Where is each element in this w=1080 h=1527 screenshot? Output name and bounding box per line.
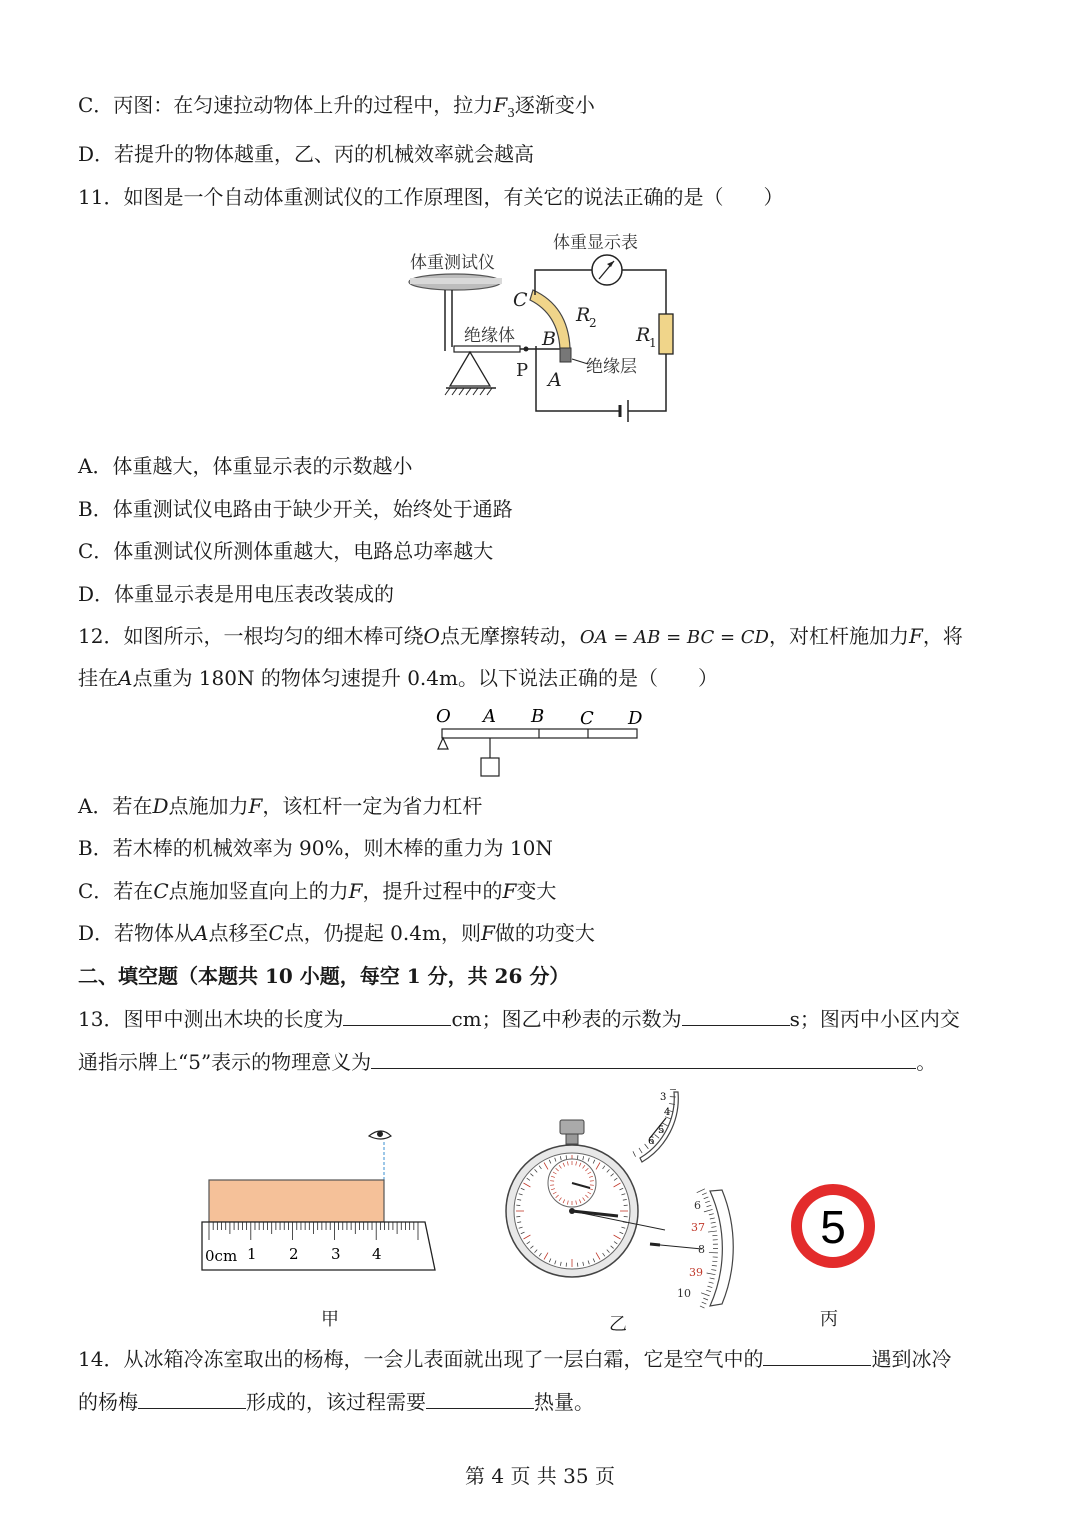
ground-hatch: [445, 388, 492, 395]
stopwatch-stem: [566, 1134, 578, 1144]
zoom-s10: 10: [677, 1287, 691, 1300]
ruler-label-1: 1: [247, 1245, 257, 1263]
sign-number: 5: [820, 1201, 846, 1253]
q13-stopwatch-figure: [500, 1088, 750, 1313]
q12-a-3: ，该杠杆一定为省力杠杆: [262, 794, 483, 818]
label-r2-sub: 2: [589, 316, 597, 330]
q13-blank-meaning[interactable]: [371, 1046, 916, 1069]
zoom-arc2-tick: [707, 1205, 712, 1207]
q13-ruler-figure: [195, 1118, 445, 1278]
q12-s1: 12．如图所示，一根均匀的细木棒可绕: [78, 624, 424, 648]
zoom-arc2-tick: [700, 1306, 705, 1308]
joint-dot: [524, 347, 529, 352]
q12-option-a: [78, 791, 482, 821]
eye-pupil: [377, 1131, 383, 1137]
zoom-m5: 5: [658, 1125, 665, 1136]
q12-d-v1: A: [194, 921, 209, 945]
lever-label-b: B: [531, 706, 545, 727]
q10-option-c-text: C．丙图：在匀速拉动物体上升的过程中，拉力: [78, 93, 494, 117]
label-tester: 体重测试仪: [410, 253, 495, 273]
zoom-arc2-tick: [705, 1201, 710, 1203]
seconds-pointer-2-head: [650, 1244, 660, 1245]
q11-option-a: A．体重越大，体重显示表的示数越小: [78, 454, 413, 478]
q13-line1: [78, 1003, 960, 1034]
q12-d-v3: F: [480, 921, 495, 945]
q12-d-4: 做的功变大: [494, 921, 595, 945]
q12-a-2: 点施加力: [168, 794, 249, 818]
q11-option-c: C．体重测试仪所测体重越大，电路总功率越大: [78, 539, 494, 563]
insulating-layer: [560, 348, 571, 362]
q11-option-b: B．体重测试仪电路由于缺少开关，始终处于通路: [78, 497, 513, 521]
zoom-arc2-tick: [697, 1189, 705, 1193]
q14-text-a: 14．从冰箱冷冻室取出的杨梅，一会儿表面就出现了一层白霜，它是空气中的: [78, 1347, 764, 1371]
q12-s1b: 点无摩擦转动，: [439, 624, 580, 648]
caption-bing: 丙: [820, 1309, 838, 1330]
zoom-arc2-tick: [712, 1265, 717, 1266]
q12-s2b: 点重为 180N 的物体匀速提升 0.4m。以下说法正确的是（ ）: [132, 666, 718, 690]
ruler-label-3: 3: [331, 1245, 341, 1263]
q12-var-a: A: [118, 666, 133, 690]
q12-var-o: O: [423, 624, 440, 648]
q12-lever-figure: [430, 703, 650, 781]
q13-line2: [78, 1046, 936, 1077]
label-insulating-layer: 绝缘层: [586, 357, 637, 377]
wood-block: [209, 1180, 384, 1222]
tray-body: [410, 278, 502, 284]
lever-label-o: O: [436, 706, 451, 727]
zoom-arc2-tick: [703, 1298, 708, 1300]
lever-pivot: [438, 738, 448, 749]
q12-a-v2: F: [248, 794, 263, 818]
q14-line2: [78, 1386, 594, 1417]
q14-text-e: 热量。: [534, 1390, 594, 1414]
ruler-label-0: 0cm: [205, 1247, 238, 1265]
q10-option-d: D．若提升的物体越重，乙、丙的机械效率就会越高: [78, 142, 535, 166]
q12-stem-line1: [78, 621, 963, 653]
q13-text-a: 13．图甲中测出木块的长度为: [78, 1007, 344, 1031]
label-display: 体重显示表: [553, 233, 638, 253]
q12-stem-line2: [78, 663, 718, 693]
seconds-zoom-arc: [710, 1190, 733, 1306]
q12-d-v2: C: [268, 921, 284, 945]
q12-c-3: ，提升过程中的: [362, 879, 503, 903]
zoom-arc2-tick: [711, 1270, 716, 1271]
q10-option-c-var: F: [493, 93, 508, 117]
q12-c-2: 点施加竖直向上的力: [168, 879, 349, 903]
q14-blank-3[interactable]: [426, 1386, 534, 1409]
label-p: P: [516, 360, 529, 381]
caption-yi: 乙: [609, 1314, 627, 1335]
zoom-arc2-tick: [709, 1214, 714, 1215]
q12-equation: OA = AB = BC = CD: [579, 627, 769, 648]
stopwatch-center: [569, 1208, 575, 1214]
zoom-arc2-tick: [706, 1290, 711, 1292]
zoom-s6: 6: [694, 1199, 701, 1212]
q14-text-b: 遇到冰冷: [871, 1347, 952, 1371]
q10-option-c: [78, 90, 595, 128]
ruler-label-2: 2: [289, 1245, 299, 1263]
zoom-m4: 4: [664, 1107, 671, 1118]
q12-d-2: 点移至: [208, 921, 269, 945]
q11-option-d: D．体重显示表是用电压表改装成的: [78, 582, 395, 606]
q12-c-v1: C: [153, 879, 169, 903]
q12-c-1: C．若在: [78, 879, 154, 903]
q13-text-b: cm；图乙中秒表的示数为: [451, 1007, 682, 1031]
lever-label-c: C: [580, 708, 594, 729]
zoom-arc2-tick: [704, 1197, 709, 1199]
q10-option-c-suffix: 逐渐变小: [514, 93, 595, 117]
q12-var-f: F: [908, 624, 923, 648]
label-r2: R: [576, 304, 591, 326]
zoom-arc2-tick: [711, 1222, 716, 1223]
q12-c-v2: F: [348, 879, 363, 903]
caption-jia: 甲: [321, 1309, 339, 1330]
q12-s2a: 挂在: [78, 666, 118, 690]
q12-c-4: 变大: [516, 879, 557, 903]
zoom-arc2-tick: [710, 1218, 715, 1219]
zoom-arc2-tick: [709, 1282, 714, 1283]
label-a: A: [548, 369, 562, 391]
q12-c-v3: F: [502, 879, 517, 903]
q13-text-e: 。: [916, 1050, 937, 1074]
zoom-arc2-tick: [708, 1231, 717, 1232]
zoom-arc2-tick: [710, 1278, 715, 1279]
q13-text-c: s；图丙中小区内交: [789, 1007, 960, 1031]
q12-option-d: [78, 918, 595, 948]
zoom-s8: 8: [698, 1243, 705, 1256]
pivot-triangle: [450, 352, 490, 386]
lever-label-a: A: [483, 706, 496, 727]
zoom-s37: 37: [691, 1221, 705, 1234]
zoom-arc1-tick: [633, 1151, 636, 1156]
q12-option-c: [78, 876, 556, 906]
zoom-arc2-tick: [704, 1209, 713, 1211]
q12-a-1: A．若在: [78, 794, 153, 818]
stopwatch-crown: [560, 1120, 584, 1134]
q10-option-c-sub: 3: [507, 106, 515, 120]
q12-d-1: D．若物体从: [78, 921, 195, 945]
insulator-bar: [454, 346, 520, 352]
q14-blank-2[interactable]: [138, 1386, 246, 1409]
wire-top-right: [622, 270, 666, 314]
q14-text-d: 形成的，该过程需要: [246, 1390, 426, 1414]
label-r1-sub: 1: [649, 336, 657, 350]
zoom-arc1-tick: [639, 1148, 642, 1153]
q11-stem: 11．如图是一个自动体重测试仪的工作原理图，有关它的说法正确的是（ ）: [78, 185, 784, 209]
lever-label-d: D: [628, 708, 643, 729]
resistor-r1: [659, 314, 673, 354]
q13-speed-sign-figure: [785, 1180, 885, 1280]
zoom-arc2-tick: [708, 1286, 713, 1287]
zoom-s39: 39: [689, 1266, 703, 1279]
q12-s1c: ，对杠杆施加力: [768, 624, 909, 648]
label-insulator: 绝缘体: [464, 326, 515, 346]
label-b: B: [542, 328, 556, 350]
q13-text-d: 通指示牌上“5”表示的物理意义为: [78, 1050, 372, 1074]
label-r1: R: [636, 324, 651, 346]
zoom-arc2-tick: [702, 1302, 707, 1304]
hanging-weight: [481, 758, 499, 776]
section-2-heading: 二、填空题（本题共 10 小题，每空 1 分，共 26 分）: [78, 964, 570, 988]
zoom-arc2-tick: [702, 1193, 707, 1195]
ruler-label-4: 4: [372, 1245, 382, 1263]
q12-a-v1: D: [152, 794, 169, 818]
q14-text-c: 的杨梅: [78, 1390, 138, 1414]
q11-circuit-figure: [400, 228, 690, 433]
q12-option-b: B．若木棒的机械效率为 90%，则木棒的重力为 10N: [78, 836, 553, 860]
q12-s1d: ，将: [922, 624, 963, 648]
q12-d-3: 点，仍提起 0.4m，则: [283, 921, 481, 945]
wire-top-left: [535, 270, 592, 295]
q13-blank-stopwatch[interactable]: [682, 1003, 790, 1026]
q14-blank-1[interactable]: [763, 1343, 871, 1366]
zoom-m6: 6: [648, 1136, 655, 1147]
q14-line1: [78, 1343, 951, 1374]
label-c: C: [513, 289, 528, 311]
zoom-arc2-tick: [707, 1273, 716, 1275]
zoom-m3: 3: [660, 1092, 667, 1103]
zoom-arc2-tick: [711, 1227, 716, 1228]
zoom-arc2-tick: [701, 1293, 709, 1296]
q13-blank-length[interactable]: [343, 1003, 451, 1026]
page-footer: 第 4 页 共 35 页: [465, 1464, 615, 1488]
